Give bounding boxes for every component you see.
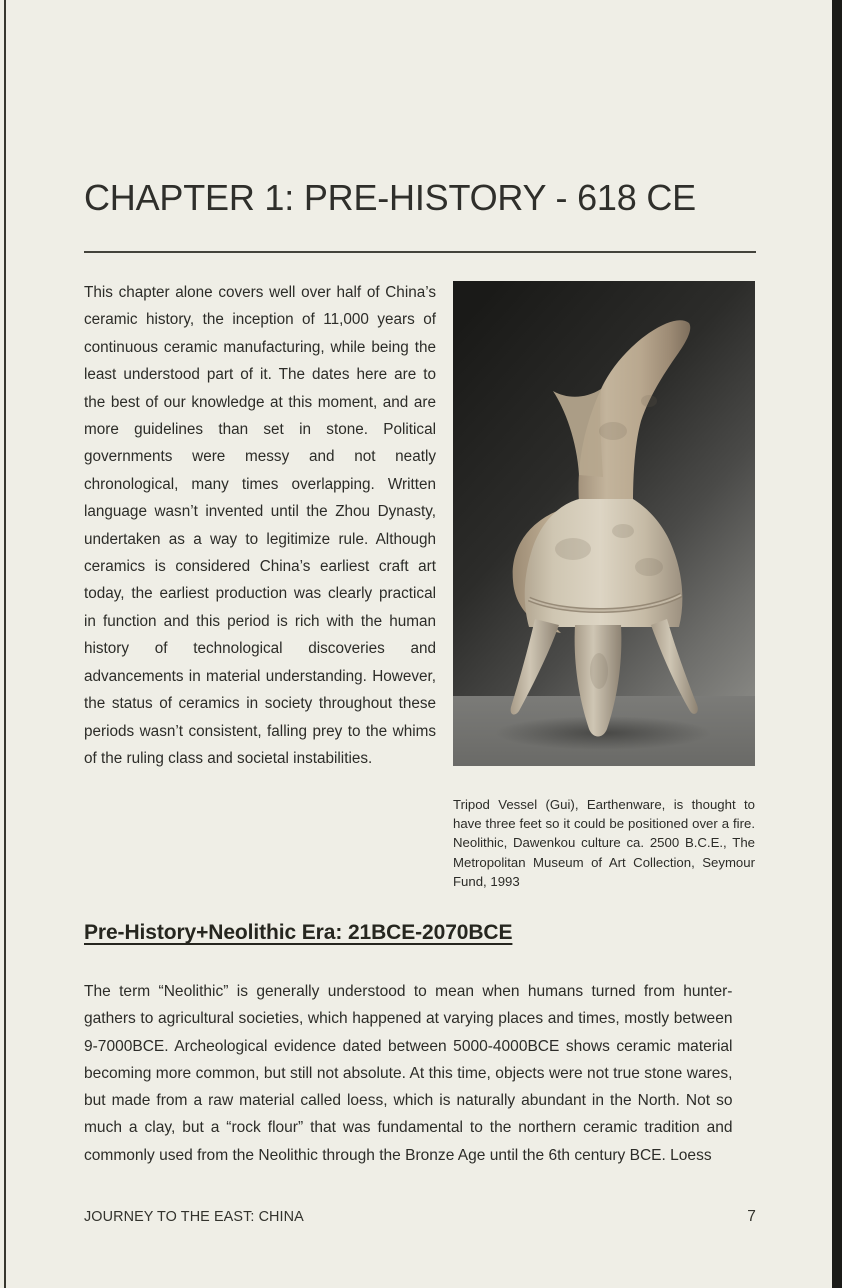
section-subheading: Pre-History+Neolithic Era: 21BCE-2070BCE: [84, 921, 513, 944]
figure-caption: Tripod Vessel (Gui), Earthenware, is thought to have three feet so it could be positioned over a fire. Neolithic, Dawenkou culture ca. 2500 B.C.E., The Metropolitan Museum of Art Collection, Seymour Fund, 1993: [453, 797, 755, 889]
page-footer: [84, 1208, 756, 1226]
page-left-edge-rule: [4, 0, 6, 1288]
tripod-vessel-photograph: [453, 281, 755, 766]
footer-book-title: JOURNEY TO THE EAST: CHINA: [84, 1209, 304, 1225]
title-divider: [84, 251, 756, 253]
intro-paragraph: This chapter alone covers well over half of China’s ceramic history, the inception of 11,000 years of continuous ceramic manufacturing, while being the least understood part of it. The dates here are to the best of our knowledge at this moment, and are more guidelines than set in stone. Political governments were messy and not neatly chronological, many times overlapping. Written language wasn’t invented until the Zhou Dynasty, undertaken as a way to legitimize rule. Although ceramics is considered China’s earliest craft art today, the earliest production was clearly practical in function and this period is rich with the human history of technological discoveries and advancements in material understanding. However, the status of ceramics in society throughout these periods wasn’t consistent, falling prey to the whims of the ruling class and societal instabilities.: [84, 284, 436, 767]
neolithic-paragraph: The term “Neolithic” is generally understood to mean when humans turned from hunter-gathers to agricultural societies, which happened at varying places and times, mostly between 9-7000BCE. Archeological evidence dated between 5000-4000BCE shows ceramic material becoming more common, but still not absolute. At this time, objects were not true stone wares, but made from a raw material called loess, which is naturally abundant in the North. Not so much a clay, but a “rock flour” that was fundamental to the northern ceramic tradition and commonly used from the Neolithic through the Bronze Age until the 6th century BCE. Loess: [84, 982, 733, 1164]
page-title: CHAPTER 1: PRE-HISTORY - 618 CE: [84, 177, 696, 218]
footer-page-number: 7: [747, 1208, 756, 1225]
page-right-edge-band: [832, 0, 842, 1288]
